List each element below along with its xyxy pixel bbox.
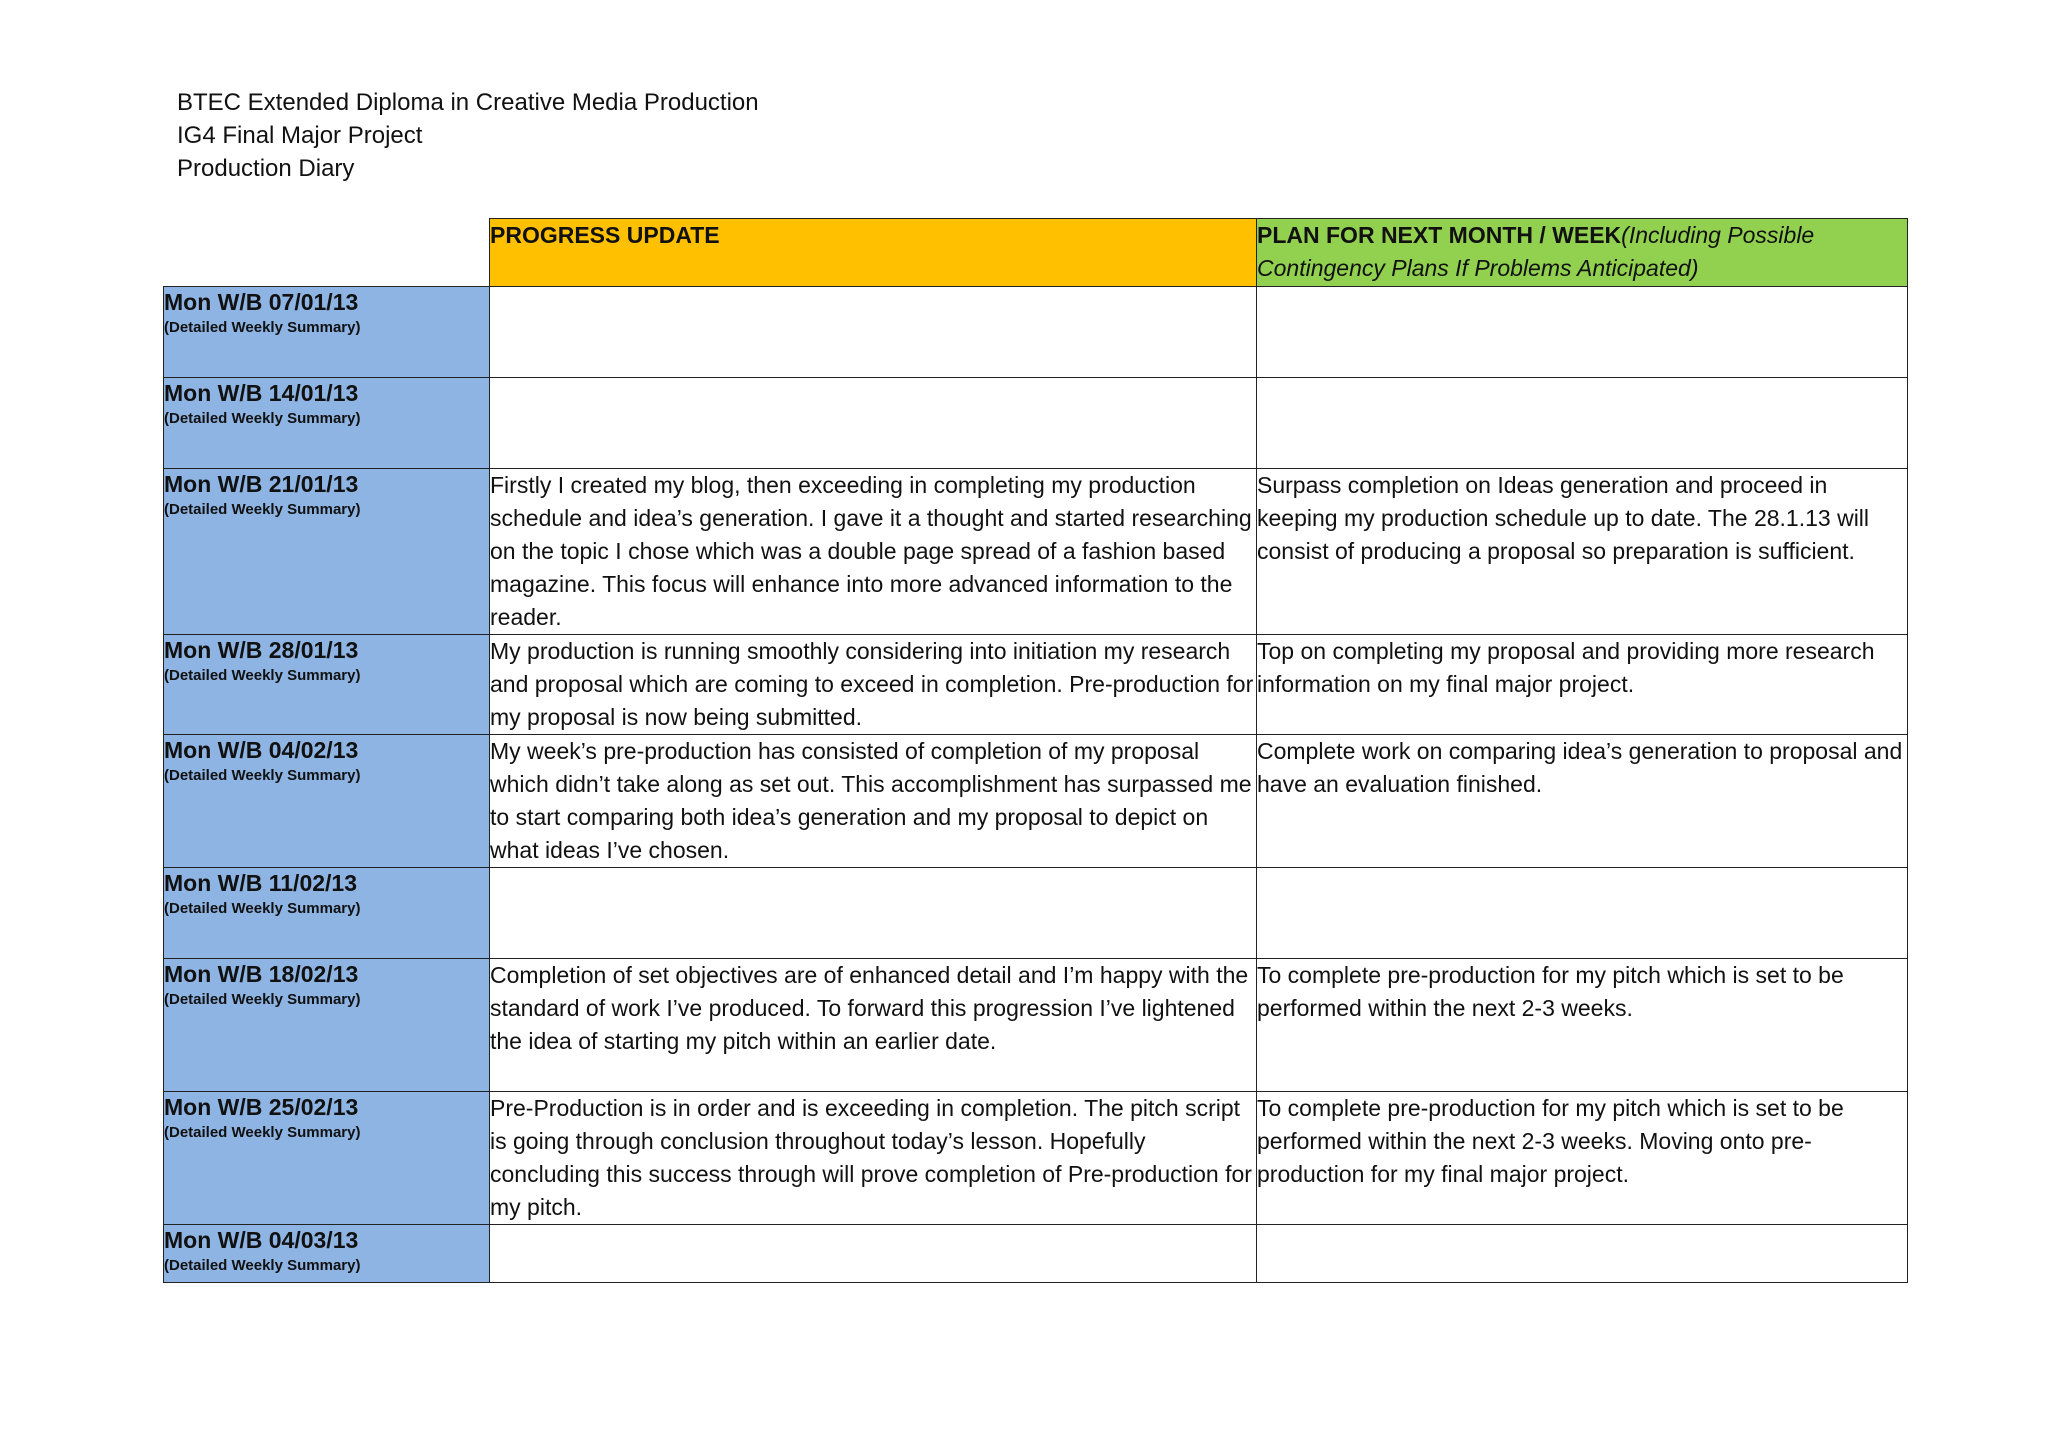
progress-cell: Pre-Production is in order and is exceeding in completion. The pitch script is going through conclusion throughout today’s lesson. Hopefully concluding this success through will prove completion of Pre-production for my pitch.: [490, 1092, 1257, 1225]
week-cell: [164, 1225, 490, 1283]
week-label: Mon W/B 21/01/13: [164, 471, 359, 497]
plan-cell: Complete work on comparing idea’s generation to proposal and have an evaluation finished.: [1257, 735, 1908, 868]
week-cell: [164, 1092, 490, 1225]
plan-cell: To complete pre-production for my pitch which is set to be performed within the next 2-3 weeks.: [1257, 959, 1908, 1092]
plan-cell: Surpass completion on Ideas generation and proceed in keeping my production schedule up to date. The 28.1.13 will consist of producing a proposal so preparation is sufficient.: [1257, 469, 1908, 635]
week-cell: [164, 735, 490, 868]
progress-cell: My week’s pre-production has consisted of completion of my proposal which didn’t take along as set out. This accomplishment has surpassed me to start comparing both idea’s generation and my proposal to depict on what ideas I’ve chosen.: [490, 735, 1257, 868]
week-summary-note: (Detailed Weekly Summary): [164, 410, 361, 427]
plan-next-header: [1257, 219, 1908, 287]
header-blank-cell: [164, 219, 490, 287]
table-row: [164, 1092, 1908, 1225]
document-header: [177, 86, 759, 185]
week-cell: [164, 287, 490, 378]
plan-cell: [1257, 1225, 1908, 1283]
progress-cell: [490, 378, 1257, 469]
progress-cell: My production is running smoothly considering into initiation my research and proposal which are coming to exceed in completion. Pre-production for my proposal is now being submitted.: [490, 635, 1257, 735]
project-title: IG4 Final Major Project: [177, 122, 423, 149]
table-row: [164, 868, 1908, 959]
week-summary-note: (Detailed Weekly Summary): [164, 1124, 361, 1141]
week-label: Mon W/B 18/02/13: [164, 961, 359, 987]
progress-cell: [490, 287, 1257, 378]
table-header-row: [164, 219, 1908, 287]
progress-cell: Completion of set objectives are of enhanced detail and I’m happy with the standard of work I’ve produced. To forward this progression I’ve lightened the idea of starting my pitch within an earlier date.: [490, 959, 1257, 1092]
progress-cell: [490, 868, 1257, 959]
week-summary-note: (Detailed Weekly Summary): [164, 767, 361, 784]
week-label: Mon W/B 28/01/13: [164, 637, 359, 663]
table-row: [164, 469, 1908, 635]
week-summary-note: (Detailed Weekly Summary): [164, 991, 361, 1008]
week-summary-note: (Detailed Weekly Summary): [164, 900, 361, 917]
plan-header-note: (Including Possible Contingency Plans If Problems Anticipated): [1257, 222, 1815, 281]
progress-cell: [490, 1225, 1257, 1283]
plan-cell: [1257, 287, 1908, 378]
table-row: [164, 635, 1908, 735]
table-row: [164, 378, 1908, 469]
week-summary-note: (Detailed Weekly Summary): [164, 667, 361, 684]
diary-title: Production Diary: [177, 155, 355, 182]
week-label: Mon W/B 04/02/13: [164, 737, 359, 763]
week-label: Mon W/B 14/01/13: [164, 380, 359, 406]
table-row: [164, 959, 1908, 1092]
plan-header-main: PLAN FOR NEXT MONTH / WEEK: [1257, 222, 1622, 248]
week-cell: [164, 959, 490, 1092]
table-row: [164, 735, 1908, 868]
table-row: [164, 287, 1908, 378]
plan-cell: [1257, 868, 1908, 959]
plan-cell: [1257, 378, 1908, 469]
table-row: [164, 1225, 1908, 1283]
week-label: Mon W/B 11/02/13: [164, 870, 358, 896]
week-summary-note: (Detailed Weekly Summary): [164, 1257, 361, 1274]
week-label: Mon W/B 07/01/13: [164, 289, 359, 315]
course-title: BTEC Extended Diploma in Creative Media Production: [177, 89, 759, 116]
week-cell: [164, 635, 490, 735]
progress-update-header: PROGRESS UPDATE: [490, 219, 1257, 287]
week-cell: [164, 868, 490, 959]
week-cell: [164, 378, 490, 469]
progress-cell: Firstly I created my blog, then exceeding in completing my production schedule and idea’s generation. I gave it a thought and started researching on the topic I chose which was a double page spread of a fashion based magazine. This focus will enhance into more advanced information to the reader.: [490, 469, 1257, 635]
plan-cell: Top on completing my proposal and providing more research information on my final major project.: [1257, 635, 1908, 735]
week-summary-note: (Detailed Weekly Summary): [164, 319, 361, 336]
production-diary-table: [163, 218, 1908, 1283]
plan-cell: To complete pre-production for my pitch which is set to be performed within the next 2-3 weeks. Moving onto pre-production for my final major project.: [1257, 1092, 1908, 1225]
week-label: Mon W/B 25/02/13: [164, 1094, 359, 1120]
week-cell: [164, 469, 490, 635]
week-label: Mon W/B 04/03/13: [164, 1227, 359, 1253]
week-summary-note: (Detailed Weekly Summary): [164, 501, 361, 518]
